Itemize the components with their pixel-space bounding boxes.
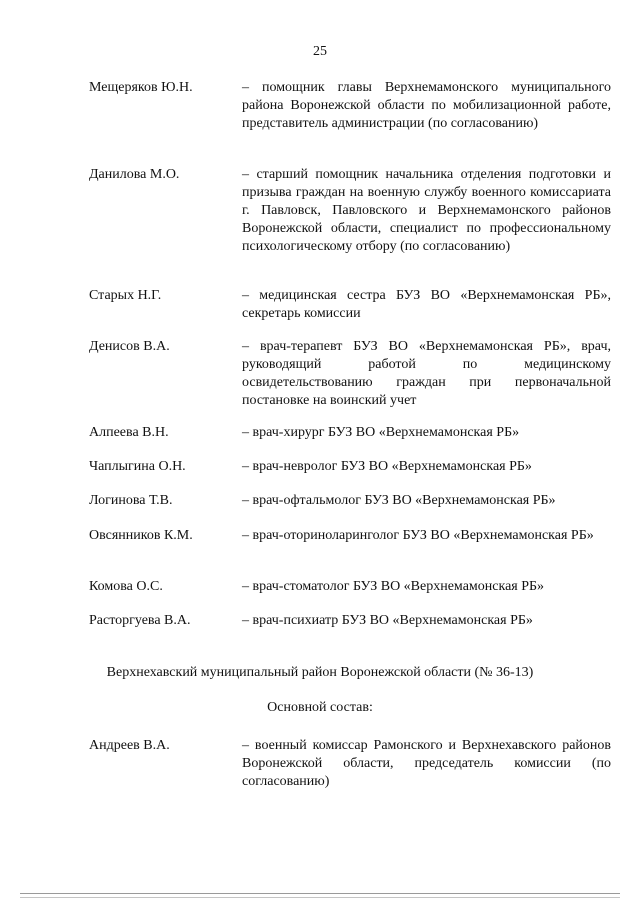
section-title: Верхнехавский муниципальный район Воронежской области (№ 36-13) xyxy=(106,665,534,680)
member-role: – врач-невролог БУЗ ВО «Верхнемамонская РБ» xyxy=(242,459,532,474)
member-role: – врач-оториноларинголог БУЗ ВО «Верхнемамонская РБ» xyxy=(242,528,594,543)
member-name: Денисов В.А. xyxy=(89,339,170,354)
member-role: – врач-стоматолог БУЗ ВО «Верхнемамонская РБ» xyxy=(242,579,545,594)
subsection-title: Основной состав: xyxy=(267,700,373,715)
page-number: 25 xyxy=(313,44,327,59)
member-role: – медицинская сестра БУЗ ВО «Верхнемамонская РБ», секретарь комиссии xyxy=(242,288,611,321)
member-name: Андреев В.А. xyxy=(89,738,170,753)
scan-edge-line xyxy=(20,893,620,894)
member-name: Данилова М.О. xyxy=(89,167,180,182)
member-role: – врач-психиатр БУЗ ВО «Верхнемамонская РБ» xyxy=(242,613,533,628)
member-name: Логинова Т.В. xyxy=(89,493,173,508)
member-role: – военный комиссар Рамонского и Верхнехавского районов Воронежской области, председатель комиссии (по согласованию) xyxy=(242,738,611,789)
scan-edge-line xyxy=(20,897,620,898)
member-name: Овсянников К.М. xyxy=(89,528,193,543)
member-name: Расторгуева В.А. xyxy=(89,613,191,628)
member-role: – врач-хирург БУЗ ВО «Верхнемамонская РБ» xyxy=(242,425,520,440)
member-role: – помощник главы Верхнемамонского муниципального района Воронежской области по мобилизационной работе, представитель администрации (по согласованию) xyxy=(242,80,611,131)
member-role: – врач-офтальмолог БУЗ ВО «Верхнемамонская РБ» xyxy=(242,493,556,508)
member-name: Мещеряков Ю.Н. xyxy=(89,80,193,95)
member-name: Алпеева В.Н. xyxy=(89,425,169,440)
member-name: Старых Н.Г. xyxy=(89,288,162,303)
member-name: Комова О.С. xyxy=(89,579,163,594)
member-role: – врач-терапевт БУЗ ВО «Верхнемамонская РБ», врач, руководящий работой по медицинскому освидетельствованию граждан при первоначальной постановке на воинский учет xyxy=(242,339,611,408)
member-role: – старший помощник начальника отделения подготовки и призыва граждан на военную службу военного комиссариата г. Павловск, Павловского и Верхнемамонского районов Воронежской области, специалист по профессиональному психологическому отбору (по согласованию) xyxy=(242,167,611,254)
member-name: Чаплыгина О.Н. xyxy=(89,459,186,474)
